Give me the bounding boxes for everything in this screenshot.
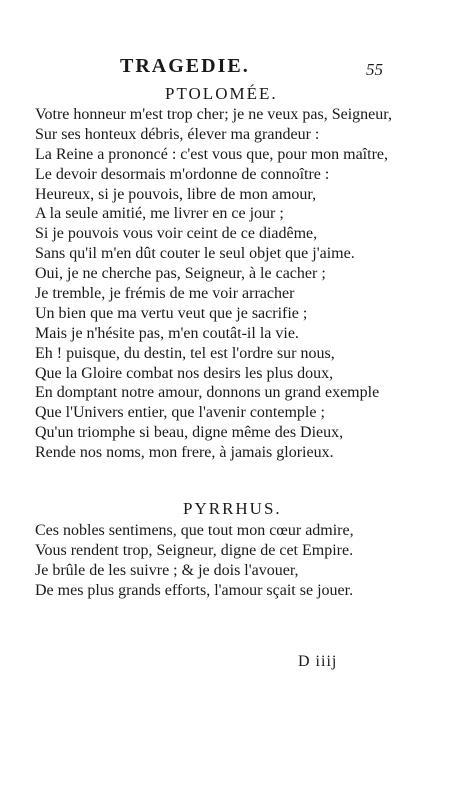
verse-line: La Reine a prononcé : c'est vous que, pour mon maître, (35, 145, 388, 163)
verse-line: Oui, je ne cherche pas, Seigneur, à le cacher ; (35, 265, 326, 283)
verse-line: Un bien que ma vertu veut que je sacrifie ; (35, 304, 308, 322)
running-head: TRAGEDIE. (120, 55, 250, 77)
verse-line: Sur ses honteux débris, élever ma grandeur : (35, 125, 320, 143)
verse-line: De mes plus grands efforts, l'amour sçait se jouer. (35, 581, 354, 599)
verse-line: Si je pouvois vous voir ceint de ce diadême, (35, 225, 318, 243)
verse-line: Sans qu'il m'en dût couter le seul objet que j'aime. (35, 245, 355, 263)
verse-line: Le devoir desormais m'ordonne de connoître : (35, 165, 330, 183)
page-number: 55 (366, 60, 383, 79)
verse-line: Mais je n'hésite pas, m'en coutât-il la vie. (35, 324, 299, 342)
verse-line: Rende nos noms, mon frere, à jamais glorieux. (35, 444, 334, 462)
verse-line: Eh ! puisque, du destin, tel est l'ordre sur nous, (35, 344, 335, 362)
verse-line: Heureux, si je pouvois, libre de mon amour, (35, 185, 317, 203)
verse-line: En domptant notre amour, donnons un grand exemple (35, 384, 380, 402)
verse-line: Je tremble, je frémis de me voir arracher (35, 285, 295, 303)
verse-line: Qu'un triomphe si beau, digne même des Dieux, (35, 424, 344, 442)
verse-line: Je brûle de les suivre ; & je dois l'avouer, (35, 561, 299, 579)
verse-line: Votre honneur m'est trop cher; je ne veux pas, Seigneur, (35, 106, 392, 123)
verse-line: Que l'Univers entier, que l'avenir contemple ; (35, 404, 325, 422)
verse-line: Ces nobles sentimens, que tout mon cœur admire, (35, 522, 354, 539)
verse-line: Que la Gloire combat nos desirs les plus doux, (35, 364, 334, 382)
verse-line: A la seule amitié, me livrer en ce jour ; (35, 205, 284, 223)
speaker-name: PYRRHUS. (183, 499, 282, 518)
verse-line: Vous rendent trop, Seigneur, digne de cet Empire. (35, 541, 354, 559)
signature-mark: D iiij (298, 653, 338, 670)
speech-verses (35, 521, 455, 601)
speaker-name: PTOLOMÉE. (165, 84, 278, 103)
speech-verses (35, 105, 455, 463)
